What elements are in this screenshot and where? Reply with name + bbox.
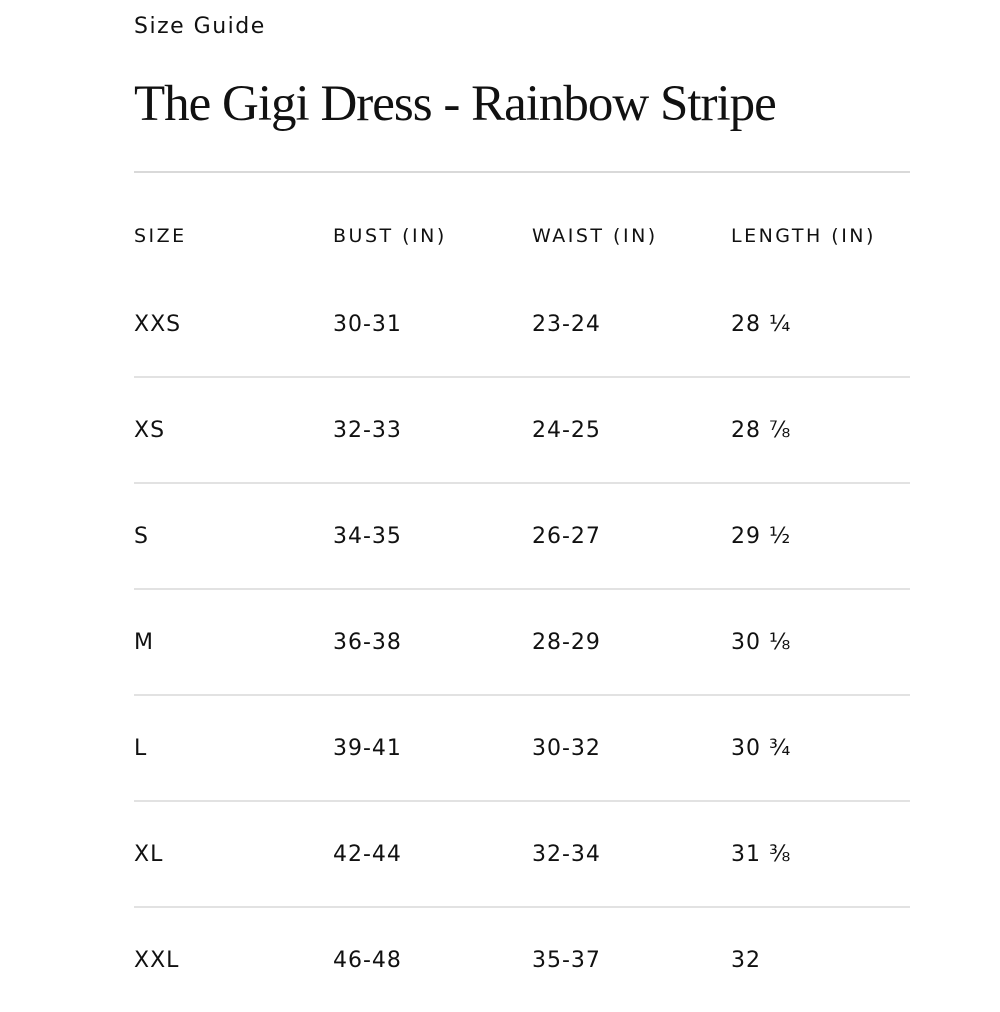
size-cell: XL [134,841,164,867]
bust-cell: 39-41 [333,735,402,761]
size-cell: XXL [134,947,180,973]
title-divider [134,171,910,173]
bust-cell: 46-48 [333,947,402,973]
length-cell: 28 ¼ [731,311,792,337]
size-cell: XS [134,417,166,443]
size-cell: M [134,629,154,655]
table-row [134,696,910,802]
size-guide-label: Size Guide [134,14,266,39]
waist-cell: 35-37 [532,947,601,973]
column-header-waist: WAIST (IN) [532,225,658,247]
size-cell: XXS [134,311,182,337]
waist-cell: 32-34 [532,841,601,867]
waist-cell: 24-25 [532,417,601,443]
column-header-bust: BUST (IN) [333,225,447,247]
table-row [134,378,910,484]
length-cell: 30 ⅛ [731,629,792,655]
length-cell: 32 [731,947,761,973]
table-row [134,484,910,590]
bust-cell: 32-33 [333,417,402,443]
table-header-row [134,200,910,272]
length-cell: 28 ⅞ [731,417,792,443]
page-title: The Gigi Dress - Rainbow Stripe [134,76,776,132]
waist-cell: 28-29 [532,629,601,655]
column-header-length: LENGTH (IN) [731,225,876,247]
table-row [134,802,910,908]
table-row [134,590,910,696]
size-cell: S [134,523,149,549]
length-cell: 30 ¾ [731,735,792,761]
length-cell: 31 ⅜ [731,841,792,867]
size-cell: L [134,735,148,761]
table-row [134,272,910,378]
bust-cell: 42-44 [333,841,402,867]
bust-cell: 36-38 [333,629,402,655]
column-header-size: SIZE [134,225,187,247]
size-table [134,200,910,1012]
bust-cell: 34-35 [333,523,402,549]
table-row [134,908,910,1012]
length-cell: 29 ½ [731,523,792,549]
waist-cell: 26-27 [532,523,601,549]
waist-cell: 23-24 [532,311,601,337]
size-guide-page [134,0,910,1000]
waist-cell: 30-32 [532,735,601,761]
bust-cell: 30-31 [333,311,402,337]
